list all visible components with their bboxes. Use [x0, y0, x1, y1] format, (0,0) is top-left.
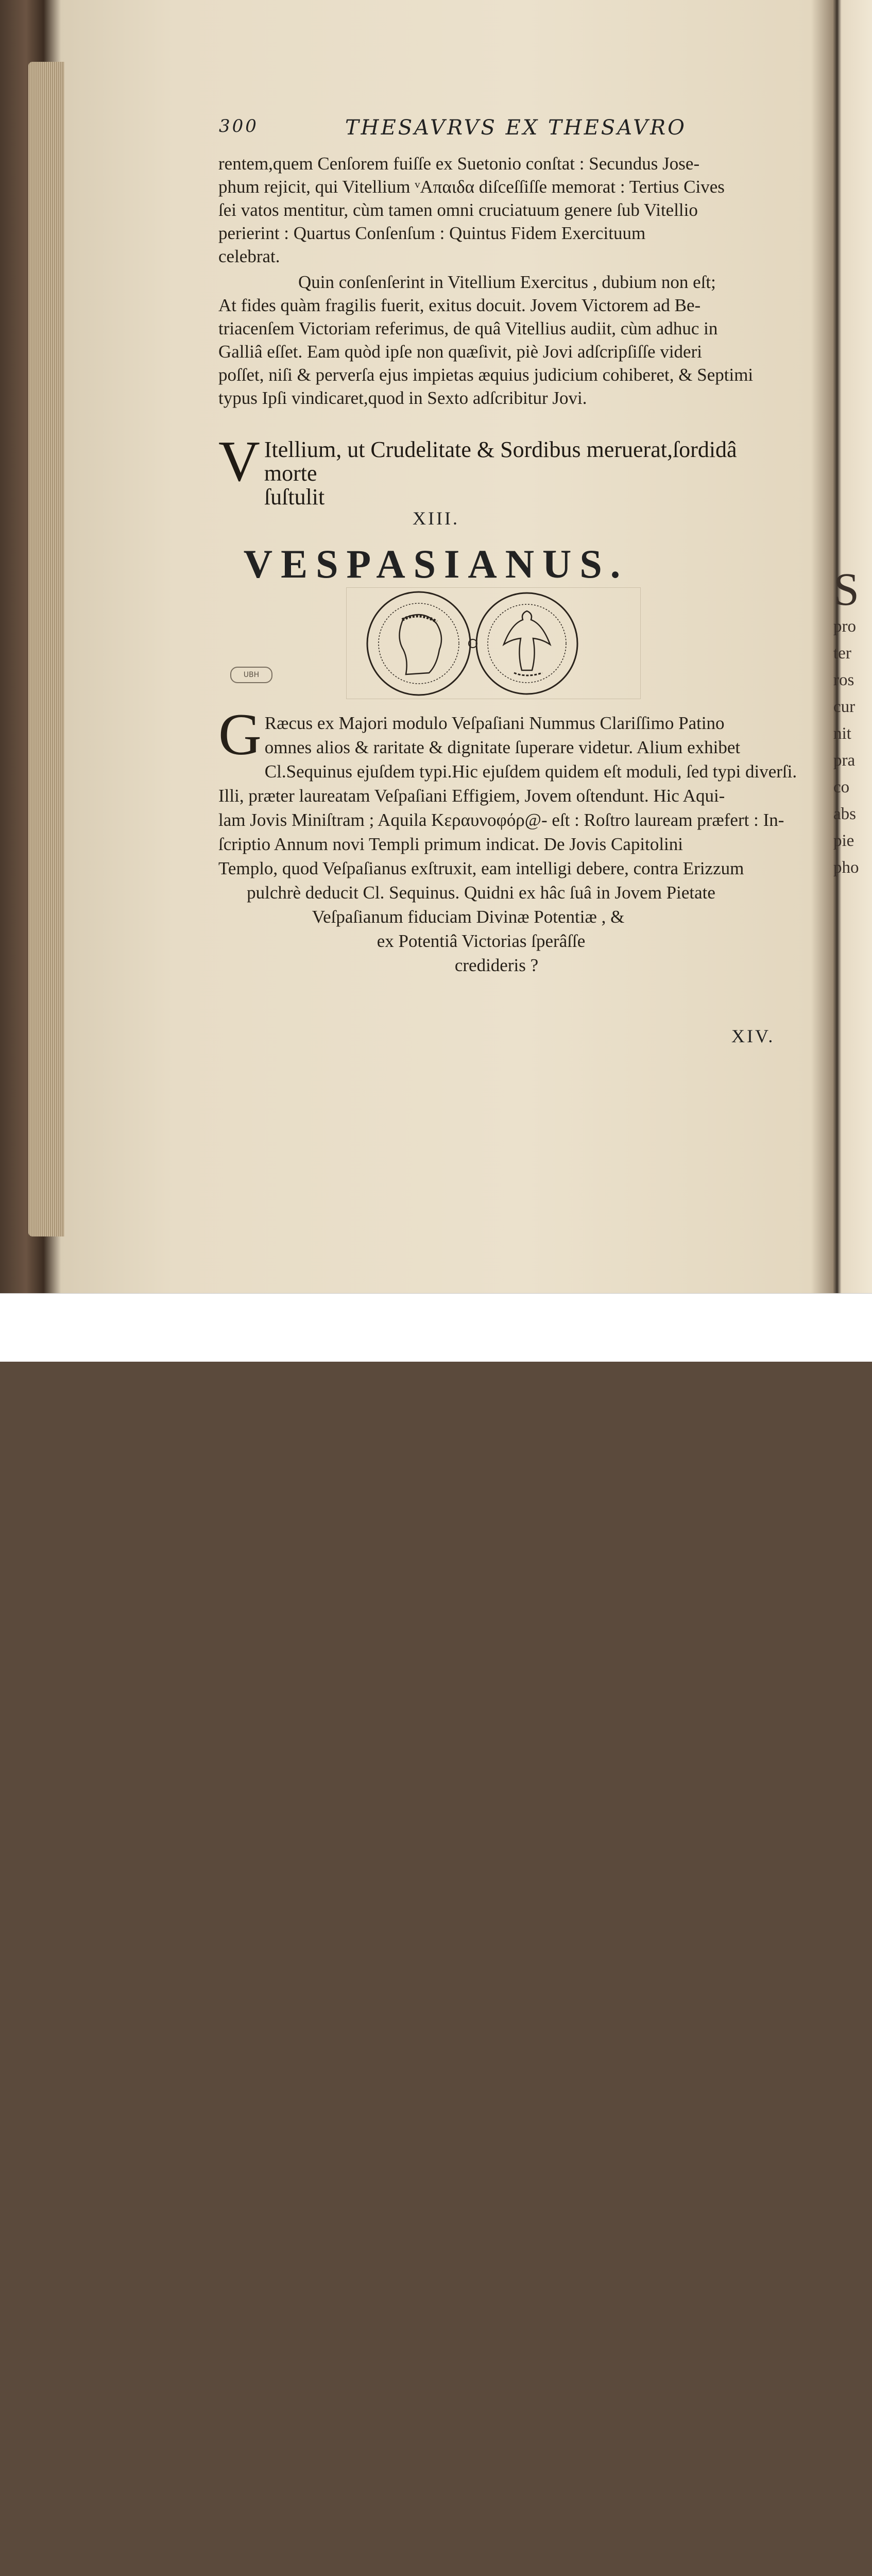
text-line: rentem,quem Cenſorem fuiſſe ex Suetonio conſtat : Secundus Jose-	[218, 154, 700, 174]
text-line: ſcriptio Annum novi Templi primum indicat. De Jovis Capitolini	[218, 834, 683, 854]
text-line: Cl.Sequinus ejuſdem typi.Hic ejuſdem quidem eſt moduli, ſed typi diverſi.	[264, 761, 797, 782]
facing-page-text: S	[833, 564, 860, 615]
book-page-edges	[28, 62, 64, 1236]
text-line: poſſet, niſi & perverſa ejus impietas æquius judicium cohiberet, & Septimi	[218, 365, 754, 385]
coin-engraving	[346, 587, 641, 699]
facing-page-text: nit	[833, 724, 851, 743]
text-line: omnes alios & raritate & dignitate ſuperare videtur. Alium exhibet	[264, 737, 741, 757]
facing-page-text: co	[833, 778, 850, 796]
paragraph-3	[218, 702, 797, 977]
text-line: credideris ?	[454, 955, 539, 975]
facing-page-text: pro	[833, 617, 856, 636]
paragraph-dropcap: G	[218, 702, 262, 768]
text-line: Veſpaſianum fiduciam Divinæ Potentiæ , &	[312, 907, 625, 927]
facing-page-text: ter	[833, 644, 851, 663]
text-line: Quin conſenſerint in Vitellium Exercitus , dubium non eſt;	[298, 272, 716, 292]
facing-page-text: pho	[833, 858, 859, 877]
summary-line: Itellium, ut Crudelitate & Sordibus meruerat,ſordidâ morte	[264, 437, 737, 486]
text-line: Ræcus ex Majori modulo Veſpaſiani Nummus Clariſſimo Patino	[264, 713, 725, 733]
text-line: lam Jovis Miniſtram ; Aquila Κεραυνοφόρ@- eſt : Roſtro lauream præfert : In-	[218, 810, 784, 830]
library-stamp: UBH	[230, 667, 272, 683]
text-line: phum rejicit, qui Vitellium ᵛΑπαιδα diſceſſiſſe memorat : Tertius Cives	[218, 177, 725, 197]
text-line: At fides quàm fragilis fuerit, exitus docuit. Jovem Victorem ad Be-	[218, 295, 701, 315]
summary-dropcap: V	[218, 430, 260, 494]
section-summary	[218, 430, 775, 510]
section-number: XIII.	[413, 508, 459, 529]
facing-page-text: abs	[833, 805, 856, 823]
viewer-footer	[0, 1293, 872, 1362]
page-number: 300	[219, 116, 259, 137]
paragraph-2	[218, 270, 775, 410]
text-line: Templo, quod Veſpaſianus exſtruxit, eam intelligi debere, contra Erizzum	[218, 858, 744, 878]
summary-line: ſuſtulit	[264, 484, 325, 510]
facing-page-text: cur	[833, 698, 856, 716]
text-line: ſei vatos mentitur, cùm tamen omni cruciatuum genere ſub Vitellio	[218, 200, 698, 220]
text-line: Illi, præter laureatam Veſpaſiani Effigiem, Jovem oſtendunt. Hic Aqui-	[218, 786, 725, 806]
facing-page-fragment	[833, 564, 860, 881]
text-line: pulchrè deducit Cl. Sequinus. Quidni ex hâc ſuâ in Jovem Pietate	[247, 883, 715, 903]
section-title: VESPASIANUS.	[243, 541, 629, 586]
text-line: typus Ipſi vindicaret,quod in Sexto adſcribitur Jovi.	[218, 388, 587, 408]
text-line: ex Potentiâ Victorias ſperâſſe	[377, 931, 586, 951]
facing-page-text: pra	[833, 751, 856, 770]
catchword: XIV.	[731, 1026, 775, 1046]
facing-page-text: ros	[833, 671, 854, 689]
text-line: perierint : Quartus Conſenſum : Quintus Fidem Exercituum	[218, 223, 646, 243]
running-head: THESAVRVS EX THESAVRO	[345, 116, 687, 140]
coin-illustration	[347, 588, 640, 699]
text-line: triacenſem Victoriam referimus, de quâ Vitellius audiit, cùm adhuc in	[218, 318, 718, 338]
paragraph-1	[218, 152, 775, 268]
facing-page-text: pie	[833, 832, 854, 850]
text-line: Galliâ eſſet. Eam quòd ipſe non quæſivit, piè Jovi adſcripſiſſe videri	[218, 342, 702, 362]
text-line: celebrat.	[218, 246, 280, 266]
